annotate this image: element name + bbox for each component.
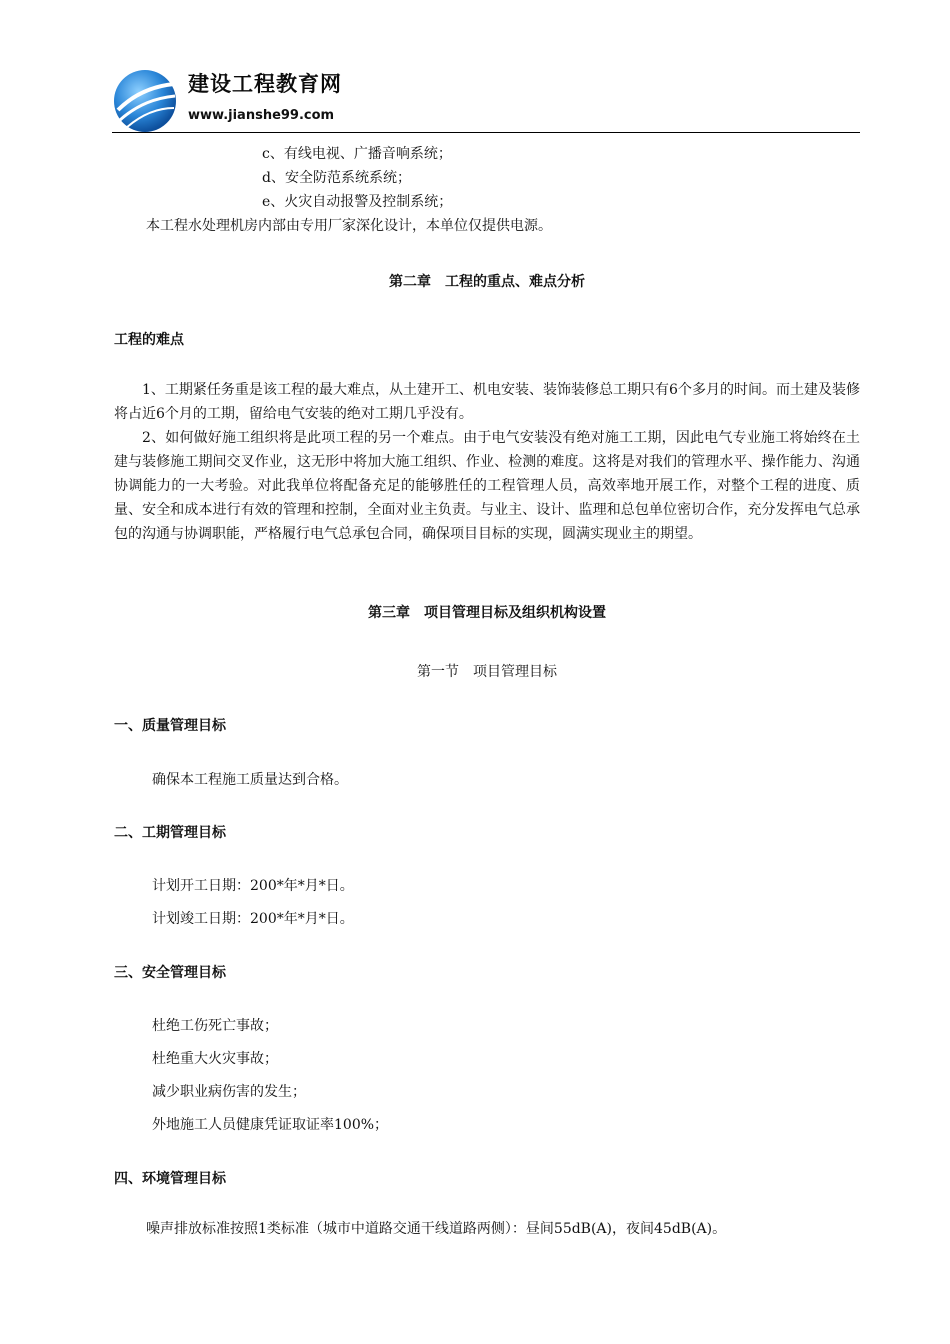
intro-item: d、安全防范系统系统； (262, 170, 411, 186)
intro-item: c、有线电视、广播音响系统； (262, 146, 452, 162)
globe-swoosh-icon (112, 68, 178, 134)
section-heading: 工程的难点 (114, 332, 184, 348)
intro-item: e、火灾自动报警及控制系统； (262, 194, 453, 210)
paragraph: 2、如何做好施工组织将是此项工程的另一个难点。由于电气安装没有绝对施工工期，因此电气专业施工将始终在土建与装修施工期间交叉作业，这无形中将加大施工组织、作业、检测的难度。这将是对我们的管理水平、操作能力、沟通协调能力的一大考验。对此我单位将配备充足的能够胜任的工程管理人员，高效率地开展工作，对整个工程的进度、质量、安全和成本进行有效的管理和控制，全面对业主负责。与业主、设计、监理和总包单位密切合作，充分发挥电气总承包的沟通与协调职能，严格履行电气总承包合同，确保项目目标的实现，圆满实现业主的期望。 (114, 430, 860, 542)
quality-heading: 一、质量管理目标 (114, 718, 226, 734)
chapter-3-title: 第三章 项目管理目标及组织机构设置 (368, 605, 606, 621)
header-divider (112, 132, 860, 133)
chapter-2-title: 第二章 工程的重点、难点分析 (389, 274, 585, 290)
environment-heading: 四、环境管理目标 (114, 1171, 226, 1187)
safety-heading: 三、安全管理目标 (114, 965, 226, 981)
safety-item: 外地施工人员健康凭证取证率100%； (152, 1117, 389, 1133)
safety-item: 杜绝重大火灾事故； (152, 1051, 278, 1067)
safety-item: 杜绝工伤死亡事故； (152, 1018, 278, 1034)
section-title: 第一节 项目管理目标 (417, 664, 557, 680)
schedule-item: 计划开工日期：200*年*月*日。 (152, 878, 354, 894)
site-name: 建设工程教育网 (188, 72, 342, 96)
paragraph: 1、工期紧任务重是该工程的最大难点，从土建开工、机电安装、装饰装修总工期只有6个多月的时间。而土建及装修将占近6个月的工期，留给电气安装的绝对工期几乎没有。 (114, 382, 860, 422)
schedule-heading: 二、工期管理目标 (114, 825, 226, 841)
schedule-item: 计划竣工日期：200*年*月*日。 (152, 911, 354, 927)
intro-note: 本工程水处理机房内部由专用厂家深化设计，本单位仅提供电源。 (146, 218, 552, 234)
safety-item: 减少职业病伤害的发生； (152, 1084, 306, 1100)
site-url[interactable]: www.jianshe99.com (188, 108, 335, 123)
page-header (112, 64, 860, 134)
environment-item: 噪声排放标准按照1类标准（城市中道路交通干线道路两侧）：昼间55dB(A)，夜间45dB(A)。 (146, 1221, 727, 1237)
quality-item: 确保本工程施工质量达到合格。 (152, 772, 348, 788)
